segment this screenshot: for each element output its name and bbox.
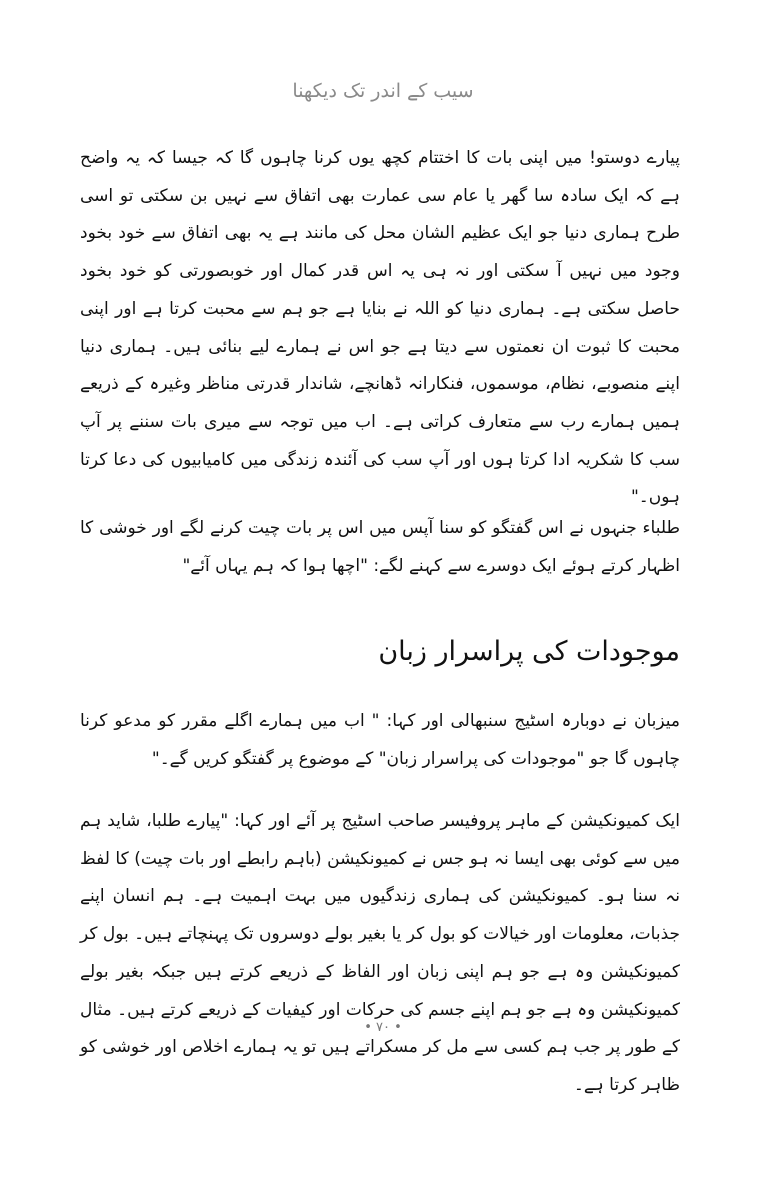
closing-speech-paragraph: پیارے دوستو! میں اپنی بات کا اختتام کچھ یوں کرنا چاہوں گا کہ جیسا کہ یہ واضح ہے کہ ایک سادہ سا گھر یا عام سی عمارت بھی اتفاق سے نہیں بن سکتی تو اسی طرح ہماری دنیا جو ایک عظیم الشان محل کی مانند ہے یہ بھی اتفاق سے خود بخود وجود میں نہیں آ سکتی اور نہ ہی یہ اس قدر کمال اور خوبصورتی کو خود بخود حاصل سکتی ہے۔ ہماری دنیا کو اللہ نے بنایا ہے جو ہم سے محبت کرتا ہے اور اپنی محبت کا ثبوت ان نعمتوں سے دیتا ہے جو اس نے ہمارے لیے بنائی ہیں۔ ہماری دنیا اپنے منصوبے، نظام، موسموں، فنکارانہ ڈھانچے، شاندار قدرتی مناظر وغیرہ کے ذریعے ہمیں ہمارے رب سے متعارف کراتی ہے۔ اب میں توجہ سے میری بات سننے پر آپ سب کا شکریہ ادا کرتا ہوں اور آپ سب کی آئندہ زندگی میں کامیابیوں کی دعا کرتا ہوں۔" [80, 148, 680, 508]
running-head: سیب کے اندر تک دیکھنا [292, 80, 474, 102]
section-heading: موجودات کی پراسرار زبان [378, 636, 680, 667]
professor-speech-paragraph: ایک کمیونکیشن کے ماہر پروفیسر صاحب اسٹیج پر آئے اور کہا: "پیارے طلبا، شاید ہم میں سے کوئی بھی ایسا نہ ہو جس نے کمیونکیشن (باہم رابطے اور بات چیت) کا لفظ نہ سنا ہو۔ کمیونکیشن کی ہماری زندگیوں میں بہت اہمیت ہے۔ ہم انسان اپنے جذبات، معلومات اور خیالات کو بول کر یا بغیر بولے دوسروں تک پہنچاتے ہیں۔ بول کر کمیونکیشن وہ ہے جو ہم اپنی زبان اور الفاظ کے ذریعے کرتے ہیں جبکہ بغیر بولے کمیونکیشن وہ ہے جو ہم اپنے جسم کی حرکات اور کیفیات کے ذریعے کرتے ہیں۔ مثال کے طور پر جب ہم کسی سے مل کر مسکراتے ہیں تو یہ ہمارے اخلاص اور خوشی کو ظاہر کرتا ہے۔ [80, 811, 680, 1095]
host-introduction-paragraph: میزبان نے دوبارہ اسٹیج سنبھالی اور کہا: " اب میں ہمارے اگلے مقرر کو مدعو کرنا چاہوں گا جو "موجودات کی پراسرار زبان" کے موضوع پر گفتگو کریں گے۔" [80, 711, 680, 769]
students-reaction-paragraph: طلباء جنہوں نے اس گفتگو کو سنا آپس میں اس پر بات چیت کرنے لگے اور خوشی کا اظہار کرتے ہوئے ایک دوسرے سے کہنے لگے: "اچھا ہوا کہ ہم یہاں آئے" [80, 518, 680, 576]
page-number: • ۷۰ • [364, 1020, 402, 1035]
